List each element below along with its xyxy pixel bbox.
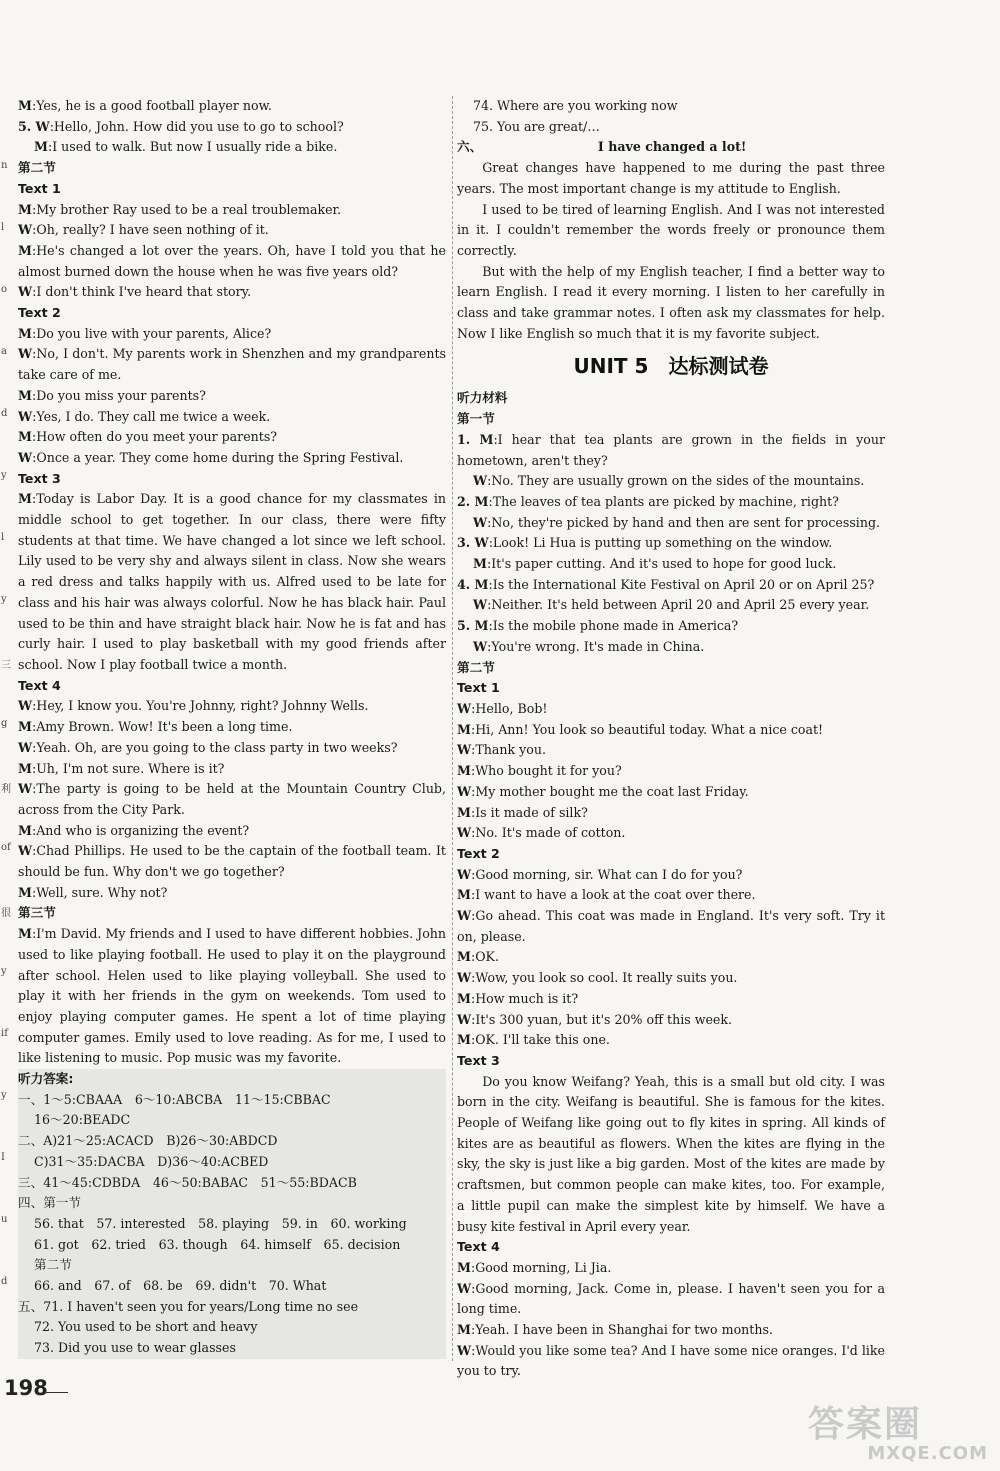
answer-line: 四、第一节: [18, 1195, 81, 1211]
speaker-label: W: [457, 970, 472, 986]
speaker-label: W: [457, 742, 472, 758]
speaker-label: M: [18, 98, 32, 113]
edge-fragment: I: [1, 1152, 5, 1163]
left-edge-bleed: [0, 160, 14, 1360]
speaker-label: W: [457, 1280, 472, 1296]
edge-fragment: g: [1, 718, 8, 729]
dialogue-line: [18, 448, 446, 469]
answer-line: 73. Did you use to wear glasses: [34, 1340, 236, 1356]
dialogue-line: [18, 282, 446, 303]
section-heading: Text 4: [18, 677, 61, 693]
dialogue-text: :Hi, Ann! You look so beautiful today. What a nice coat!: [470, 721, 824, 737]
dialogue-text: :Yeah. Oh, are you going to the class party in two weeks?: [32, 739, 398, 755]
section-heading: 第二节: [18, 160, 56, 176]
dialogue-text: :And who is organizing the event?: [31, 822, 250, 838]
speaker-label: M: [18, 926, 32, 942]
dialogue-line: [457, 1279, 885, 1320]
dialogue-line: [18, 821, 446, 842]
dialogue-line: [18, 137, 446, 158]
answer-line: 五、71. I haven't seen you for years/Long time no see: [18, 1298, 359, 1314]
speaker-label: 3. W: [457, 535, 489, 551]
speaker-label: M: [18, 242, 32, 258]
speaker-label: W: [18, 739, 33, 755]
dialogue-text: :Thank you.: [471, 742, 546, 758]
edge-fragment: a: [1, 346, 7, 357]
speaker-label: W: [473, 514, 488, 530]
speaker-label: M: [457, 763, 471, 779]
speaker-label: M: [18, 719, 32, 735]
dialogue-line: [18, 738, 446, 759]
dialogue-line: [457, 906, 885, 947]
section-heading: Text 1: [18, 180, 61, 196]
dialogue-line: [18, 759, 446, 780]
dialogue-text: :Hello, John. How did you use to go to school?: [49, 118, 344, 134]
speaker-label: M: [457, 804, 471, 820]
dialogue-line: [457, 513, 885, 534]
dialogue-text: :The party is going to be held at the Mountain Country Club, across from the City Park.: [18, 781, 446, 817]
essay-title-row: [457, 137, 885, 158]
dialogue-line: [457, 823, 885, 844]
section-heading: Text 3: [457, 1052, 500, 1068]
answer-line: 75. You are great/…: [473, 118, 600, 134]
right-column: [457, 96, 885, 1382]
speaker-label: W: [473, 473, 488, 489]
watermark-sub: MXQE.COM: [867, 1443, 988, 1464]
edge-fragment: l: [1, 532, 5, 543]
section-heading: Text 2: [457, 845, 500, 861]
dialogue-text: :Good morning, sir. What can I do for you?: [471, 866, 743, 882]
section-heading: 第二节: [457, 659, 495, 675]
dialogue-text: :OK.: [470, 949, 499, 965]
dialogue-text: :Is it made of silk?: [470, 804, 588, 820]
speaker-label: W: [473, 597, 488, 613]
dialogue-line: [457, 1341, 885, 1382]
speaker-label: W: [18, 843, 33, 859]
speaker-label: M: [18, 201, 32, 217]
dialogue-text: :Chad Phillips. He used to be the captain of the football team. It should be fun. Why don't we go together?: [18, 843, 446, 880]
dialogue-line: [457, 968, 885, 989]
dialogue-text: :How much is it?: [470, 990, 579, 1006]
speaker-label: W: [457, 825, 472, 841]
dialogue-line: [457, 720, 885, 741]
dialogue-line: [457, 740, 885, 761]
dialogue-text: :My brother Ray used to be a real troublemaker.: [31, 201, 342, 217]
speaker-label: W: [18, 698, 33, 714]
dialogue-line: [457, 471, 885, 492]
dialogue-line: [18, 407, 446, 428]
dialogue-text: :I'm David. My friends and I used to have different hobbies. John used to like playing football. He used to play it on the playground after school. Helen used to like playing volleyball. She used to play it with her friends in the gym on weekends. Tom used to enjoy playing computer games. He spent a lot of time playing computer games. Emily used to love reading. As for me, I used to like listening to music. Pop music was my favorite.: [18, 926, 446, 1066]
watermark-logo: [808, 1405, 988, 1465]
speaker-label: M: [457, 721, 471, 737]
answer-line: 一、1～5:CBAAA 6～10:ABCBA 11～15:CBBAC: [18, 1091, 331, 1107]
speaker-label: W: [457, 908, 472, 924]
edge-fragment: 很: [1, 908, 11, 919]
dialogue-text: :Go ahead. This coat was made in England. It's very soft. Try it on, please.: [457, 908, 885, 944]
dialogue-line: [18, 696, 446, 717]
dialogue-line: [457, 616, 885, 637]
speaker-label: W: [18, 222, 33, 238]
section-heading: 第一节: [457, 411, 495, 427]
speaker-label: M: [18, 325, 32, 341]
dialogue-line: [457, 430, 885, 471]
dialogue-text: :I want to have a look at the coat over there.: [470, 887, 756, 903]
speaker-label: M: [473, 556, 487, 572]
dialogue-text: :Look! Li Hua is putting up something on the window.: [488, 535, 833, 551]
dialogue-text: :Is the International Kite Festival on April 20 or on April 25?: [488, 576, 875, 592]
dialogue-line: [18, 427, 446, 448]
dialogue-line: [457, 782, 885, 803]
speaker-label: W: [473, 638, 488, 654]
dialogue-text: :Neither. It's held between April 20 and April 25 every year.: [487, 597, 870, 613]
dialogue-line: [457, 1320, 885, 1341]
dialogue-line: [457, 1030, 885, 1051]
left-column: [18, 96, 446, 1359]
dialogue-line: [457, 803, 885, 824]
dialogue-text: :OK. I'll take this one.: [470, 1032, 610, 1048]
dialogue-text: :I used to walk. But now I usually ride a bike.: [47, 139, 338, 155]
speaker-label: M: [457, 990, 471, 1006]
edge-fragment: d: [1, 1276, 8, 1287]
edge-fragment: o: [1, 284, 8, 295]
essay-label: 六、: [457, 139, 483, 155]
dialogue-line: [18, 883, 446, 904]
dialogue-text: :You're wrong. It's made in China.: [487, 638, 705, 654]
speaker-label: W: [457, 1342, 472, 1358]
speaker-label: W: [457, 1011, 472, 1027]
dialogue-line: [18, 241, 446, 282]
dialogue-text: :I don't think I've heard that story.: [32, 284, 252, 300]
dialogue-line: [457, 554, 885, 575]
dialogue-line: [18, 717, 446, 738]
dialogue-line: [457, 575, 885, 596]
dialogue-line: [18, 96, 446, 117]
speaker-label: M: [18, 884, 32, 900]
speaker-label: 4. M: [457, 576, 489, 592]
dialogue-text: :The leaves of tea plants are picked by machine, right?: [488, 493, 839, 509]
essay-paragraph: But with the help of my English teacher, I find a better way to learn English. I read it every morning. I listen to her carefully in class and take grammar notes. I often ask my classmates for help. Now I like English so much that it is my favorite subject.: [457, 263, 885, 341]
edge-fragment: y: [1, 1090, 7, 1101]
dialogue-text: :I hear that tea plants are grown in the fields in your hometown, aren't they?: [457, 431, 885, 468]
speaker-label: M: [457, 1032, 471, 1048]
speaker-label: W: [18, 449, 33, 465]
answer-line: 二、A)21～25:ACACD B)26～30:ABDCD: [18, 1133, 278, 1149]
speaker-label: 5. M: [457, 618, 489, 634]
dialogue-text: :My mother bought me the coat last Friday.: [471, 783, 749, 799]
dialogue-text: :Good morning, Li Jia.: [470, 1259, 612, 1275]
edge-fragment: of: [1, 842, 11, 853]
dialogue-line: [457, 533, 885, 554]
dialogue-text: :Once a year. They come home during the Spring Festival.: [32, 449, 404, 465]
edge-fragment: y: [1, 966, 7, 977]
answer-line: 第二节: [34, 1257, 72, 1273]
section-heading: Text 4: [457, 1239, 500, 1255]
dialogue-text: :Yeah. I have been in Shanghai for two months.: [470, 1322, 773, 1338]
essay-paragraph: Great changes have happened to me during the past three years. The most important change is my attitude to English.: [457, 160, 885, 196]
answer-line: C)31～35:DACBA D)36～40:ACBED: [34, 1153, 269, 1169]
edge-fragment: y: [1, 594, 7, 605]
dialogue-text: :Do you live with your parents, Alice?: [31, 325, 272, 341]
watermark-main: 答案圈: [808, 1404, 923, 1445]
speaker-label: W: [457, 783, 472, 799]
dialogue-line: [457, 492, 885, 513]
speaker-label: M: [18, 387, 32, 403]
dialogue-text: :Wow, you look so cool. It really suits you.: [471, 970, 738, 986]
speaker-label: W: [18, 408, 33, 424]
unit-title: UNIT 5 达标测试卷: [573, 354, 769, 379]
dialogue-line: [457, 1010, 885, 1031]
speaker-label: M: [457, 949, 471, 965]
dialogue-line: [18, 779, 446, 820]
speaker-label: 1. M: [457, 431, 494, 447]
dialogue-line: [18, 117, 446, 138]
dialogue-line: [18, 489, 446, 675]
dialogue-line: [18, 220, 446, 241]
page-number-rule: [44, 1392, 68, 1393]
dialogue-text: :No. They are usually grown on the sides of the mountains.: [487, 473, 865, 489]
dialogue-line: [18, 386, 446, 407]
dialogue-line: [457, 1258, 885, 1279]
dialogue-text: :No, I don't. My parents work in Shenzhen and my grandparents take care of me.: [18, 346, 446, 383]
answer-line: 三、41～45:CDBDA 46～50:BABAC 51～55:BDACB: [18, 1174, 357, 1190]
section-heading: Text 1: [457, 680, 500, 696]
edge-fragment: if: [1, 1028, 8, 1039]
section-heading: 听力材料: [457, 390, 508, 406]
speaker-label: M: [457, 887, 471, 903]
speaker-label: M: [18, 429, 32, 445]
dialogue-text: :Today is Labor Day. It is a good chance for my classmates in middle school to get together. In our class, there were fifty students at that time. We have changed a lot since we left school. Lily used to be very shy and always silent in class. Now she wears a red dress and talks happily with us. Alfred used to be late for class and his hair was always colorful. Now he has black hair. Paul used to be thin and have straight black hair. Now he is fat and has curly hair. I used to play basketball with my good friends after school. Now I play football twice a month.: [18, 491, 446, 672]
speaker-label: W: [18, 346, 33, 362]
dialogue-text: :Hey, I know you. You're Johnny, right? Johnny Wells.: [32, 698, 369, 714]
dialogue-text: :Do you miss your parents?: [31, 387, 206, 403]
speaker-label: 5. W: [18, 118, 50, 134]
answer-line: 56. that 57. interested 58. playing 59. in 60. working: [34, 1215, 407, 1231]
dialogue-line: [457, 865, 885, 886]
answer-line: 72. You used to be short and heavy: [34, 1319, 258, 1335]
speaker-label: M: [18, 491, 32, 507]
speaker-label: W: [457, 866, 472, 882]
dialogue-line: [457, 595, 885, 616]
dialogue-text: :Would you like some tea? And I have some nice oranges. I'd like you to try.: [457, 1342, 885, 1379]
dialogue-text: :Good morning, Jack. Come in, please. I haven't seen you for a long time.: [457, 1280, 885, 1317]
edge-fragment: d: [1, 408, 8, 419]
dialogue-text: :It's paper cutting. And it's used to hope for good luck.: [486, 556, 837, 572]
column-divider: [452, 96, 453, 1361]
dialogue-text: :How often do you meet your parents?: [31, 429, 278, 445]
essay-paragraph: I used to be tired of learning English. And I was not interested in it. I couldn't remember the words freely or pronounce them correctly.: [457, 201, 885, 258]
dialogue-line: [457, 885, 885, 906]
answer-line: 66. and 67. of 68. be 69. didn't 70. What: [34, 1278, 327, 1294]
dialogue-line: [18, 324, 446, 345]
essay-title: I have changed a lot!: [597, 139, 747, 155]
dialogue-text: :Uh, I'm not sure. Where is it?: [31, 760, 225, 776]
dialogue-text: :Is the mobile phone made in America?: [488, 618, 739, 634]
section-heading: Text 2: [18, 305, 61, 321]
speaker-label: M: [18, 822, 32, 838]
answer-key: [18, 1069, 446, 1359]
edge-fragment: 利: [1, 784, 11, 795]
dialogue-text: :Who bought it for you?: [470, 763, 622, 779]
dialogue-line: [457, 761, 885, 782]
dialogue-text: :He's changed a lot over the years. Oh, have I told you that he almost burned down the house when he was five years old?: [18, 242, 446, 279]
dialogue-text: :Yes, he is a good football player now.: [31, 98, 272, 113]
dialogue-line: [18, 841, 446, 882]
answer-line: 74. Where are you working now: [473, 98, 678, 113]
dialogue-line: [457, 637, 885, 658]
answer-key-heading: 听力答案:: [18, 1071, 74, 1087]
edge-fragment: y: [1, 470, 7, 481]
page-number: 198: [4, 1376, 48, 1400]
answer-line: 61. got 62. tried 63. though 64. himself 65. decision: [34, 1236, 401, 1252]
dialogue-line: [18, 924, 446, 1069]
speaker-label: W: [457, 700, 472, 716]
passage-paragraph: Do you know Weifang? Yeah, this is a small but old city. I was born in the city. Weifang is beautiful. She is famous for the kites. People of Weifang like going out to fly kites in spring. All kinds of kites are as beautiful as flowers. When the kites are flying in the sky, the sky is just like a big garden. Most of the kites are made by craftsmen, but common people can make kites, too. For example, a little pupil can make the simplest kite by himself. We have a busy kite festival in April every year.: [457, 1073, 885, 1234]
edge-fragment: 三: [1, 660, 11, 671]
speaker-label: M: [457, 1259, 471, 1275]
dialogue-line: [18, 200, 446, 221]
dialogue-line: [457, 989, 885, 1010]
dialogue-text: :Amy Brown. Wow! It's been a long time.: [31, 719, 293, 735]
dialogue-text: :Hello, Bob!: [471, 700, 548, 716]
dialogue-text: :No. It's made of cotton.: [471, 825, 626, 841]
dialogue-line: [457, 947, 885, 968]
answer-line: 16～20:BEADC: [34, 1112, 131, 1128]
speaker-label: W: [18, 781, 33, 797]
speaker-label: M: [18, 760, 32, 776]
dialogue-line: [457, 699, 885, 720]
dialogue-text: :Oh, really? I have seen nothing of it.: [32, 222, 269, 238]
dialogue-text: :Well, sure. Why not?: [31, 884, 168, 900]
speaker-label: W: [18, 284, 33, 300]
edge-fragment: u: [1, 1214, 8, 1225]
speaker-label: M: [457, 1322, 471, 1338]
dialogue-text: :No, they're picked by hand and then are sent for processing.: [487, 514, 881, 530]
speaker-label: 2. M: [457, 493, 489, 509]
edge-fragment: n: [1, 160, 8, 171]
dialogue-text: :It's 300 yuan, but it's 20% off this week.: [471, 1011, 733, 1027]
speaker-label: M: [34, 139, 48, 155]
section-heading: Text 3: [18, 470, 61, 486]
section-heading: 第三节: [18, 905, 56, 921]
dialogue-text: :Yes, I do. They call me twice a week.: [32, 408, 271, 424]
edge-fragment: l: [1, 222, 5, 233]
dialogue-line: [18, 344, 446, 385]
